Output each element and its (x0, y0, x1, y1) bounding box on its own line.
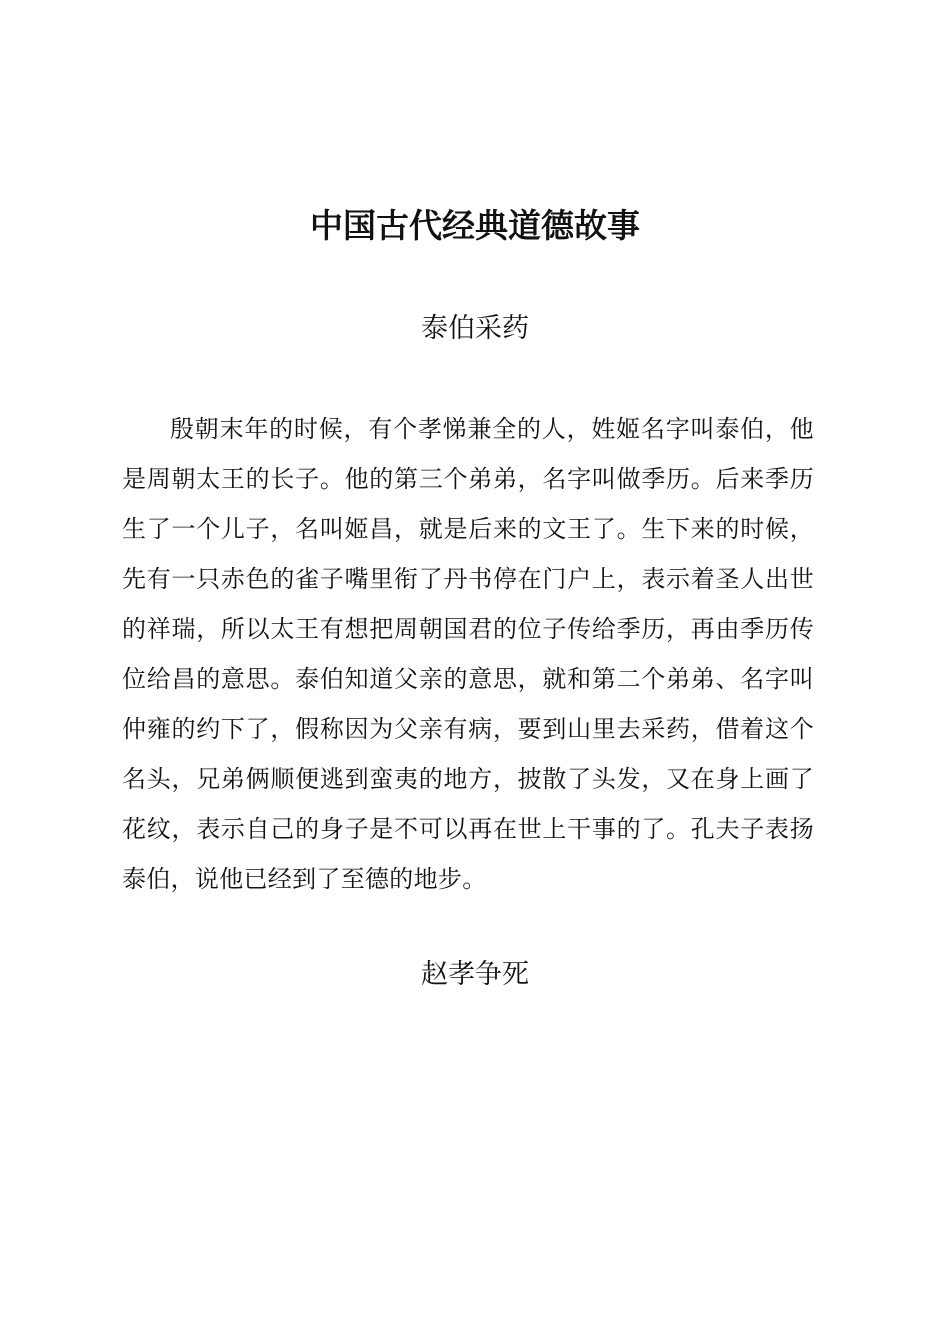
body-paragraph: 殷朝末年的时候，有个孝悌兼全的人，姓姬名字叫泰伯，他是周朝太王的长子。他的第三个弟弟，名字叫做季历。后来季历生了一个儿子，名叫姬昌，就是后来的文王了。生下来的时候，先有一只赤色的雀子嘴里衔了丹书停在门户上，表示着圣人出世的祥瑞，所以太王有想把周朝国君的位子传给季历，再由季历传位给昌的意思。泰伯知道父亲的意思，就和第二个弟弟、名字叫仲雍的约下了，假称因为父亲有病，要到山里去采药，借着这个名头，兄弟俩顺便逃到蛮夷的地方，披散了头发，又在身上画了花纹，表示自己的身子是不可以再在世上干事的了。孔夫子表扬泰伯，说他已经到了至德的地步。 (122, 415, 814, 893)
section-body-taibo (122, 404, 814, 904)
section-heading-taibo: 泰伯采药 (421, 313, 529, 344)
section-heading-zhaoxiao: 赵孝争死 (421, 959, 529, 990)
page-title: 中国古代经典道德故事 (310, 206, 640, 245)
